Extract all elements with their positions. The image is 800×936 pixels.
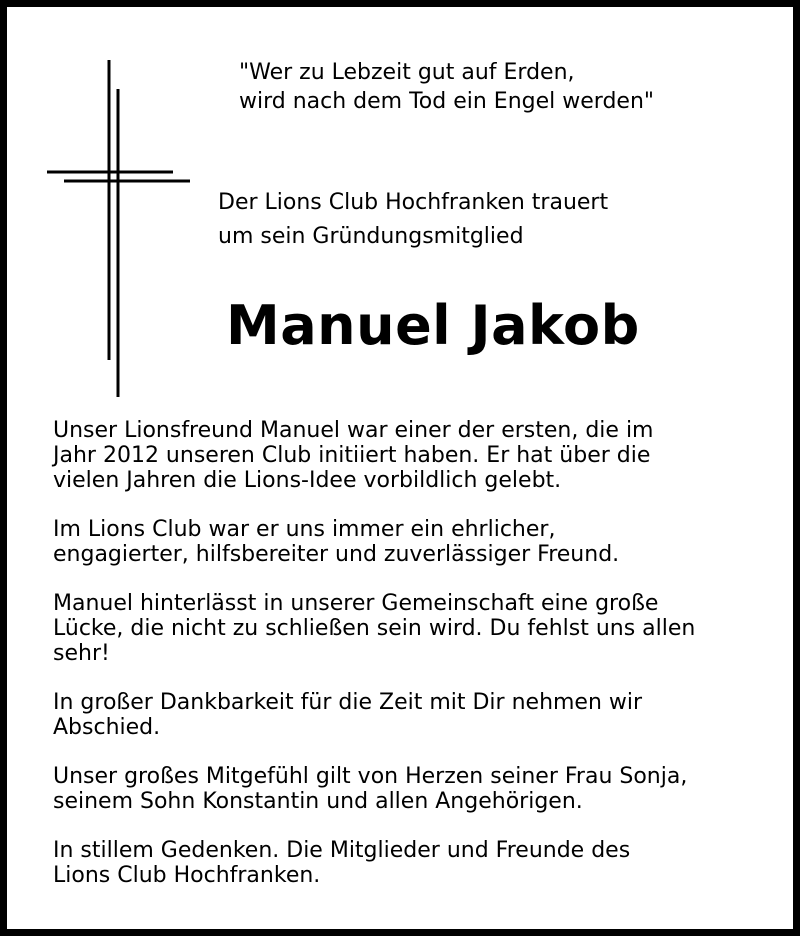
text-line: sehr! (53, 641, 110, 666)
quote-line: wird nach dem Tod ein Engel werden" (239, 89, 655, 114)
intro-line: Der Lions Club Hochfranken trauert (218, 190, 609, 215)
tribute-paragraph (53, 418, 773, 493)
text-line: Im Lions Club war er uns immer ein ehrlicher, (53, 517, 556, 542)
deceased-name: Manuel Jakob (226, 294, 640, 357)
text-line: vielen Jahren die Lions-Idee vorbildlich gelebt. (53, 468, 562, 493)
tribute-text (53, 418, 773, 912)
signature-paragraph (53, 838, 773, 888)
tribute-paragraph (53, 690, 773, 740)
intro-line: um sein Gründungsmitglied (218, 224, 524, 249)
text-line: Lions Club Hochfranken. (53, 863, 321, 888)
text-line: Jahr 2012 unseren Club initiiert haben. Er hat über die (53, 443, 651, 468)
intro-text (218, 186, 608, 254)
text-line: Lücke, die nicht zu schließen sein wird. Du fehlst uns allen (53, 616, 696, 641)
text-line: Unser großes Mitgefühl gilt von Herzen seiner Frau Sonja, (53, 764, 688, 789)
tribute-paragraph (53, 591, 773, 666)
tribute-paragraph (53, 764, 773, 814)
memorial-quote (239, 58, 654, 116)
text-line: In stillem Gedenken. Die Mitglieder und Freunde des (53, 838, 631, 863)
text-line: Abschied. (53, 715, 161, 740)
quote-line: "Wer zu Lebzeit gut auf Erden, (239, 60, 575, 85)
text-line: Manuel hinterlässt in unserer Gemeinschaft eine große (53, 591, 659, 616)
text-line: In großer Dankbarkeit für die Zeit mit Dir nehmen wir (53, 690, 643, 715)
tribute-paragraph (53, 517, 773, 567)
text-line: engagierter, hilfsbereiter und zuverlässiger Freund. (53, 542, 620, 567)
text-line: Unser Lionsfreund Manuel war einer der ersten, die im (53, 418, 654, 443)
text-line: seinem Sohn Konstantin und allen Angehörigen. (53, 789, 583, 814)
